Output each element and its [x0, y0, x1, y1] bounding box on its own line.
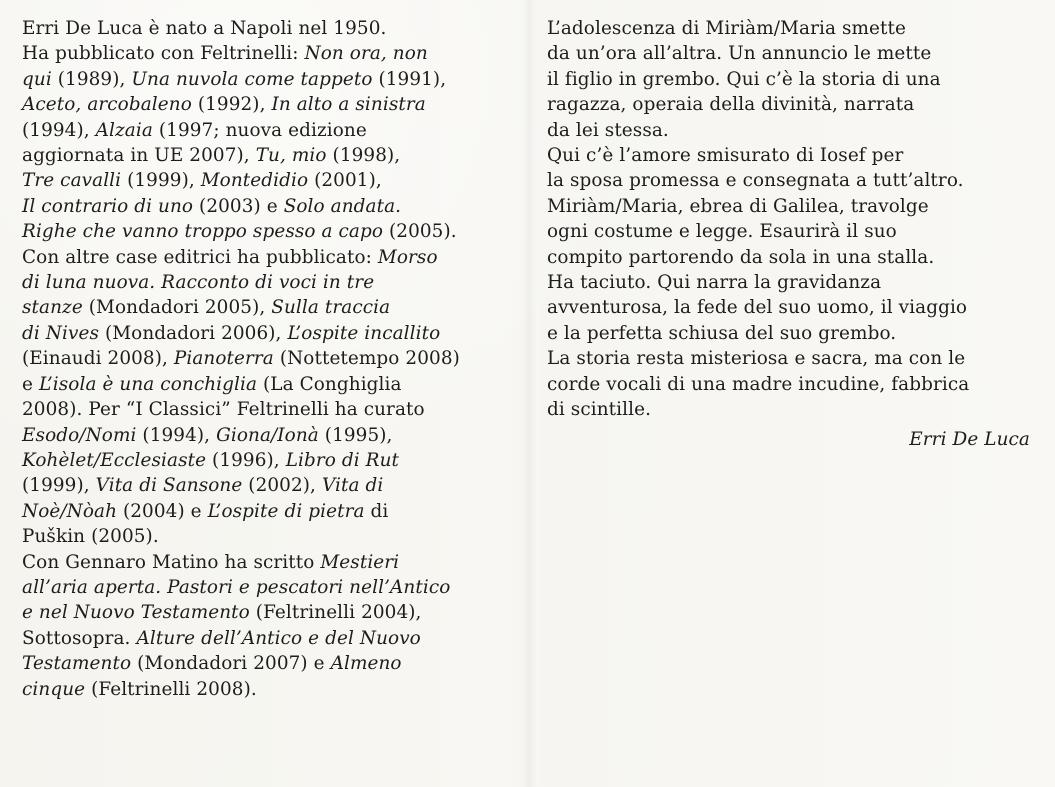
body-text: Miriàm/Maria, ebrea di Galilea, travolge [547, 195, 929, 217]
body-text: Qui c’è l’amore smisurato di Iosef per [547, 145, 904, 167]
italic-title-text: Pianoterra [173, 348, 274, 370]
italic-title-text: Vita di Sansone [95, 475, 243, 497]
italic-title-text: Una nuvola come tappeto [131, 68, 373, 90]
body-text: 2008). Per “I Classici” Feltrinelli ha curato [22, 399, 425, 421]
body-text: (La Conghiglia [257, 373, 402, 395]
bio-line [22, 194, 516, 219]
body-text: Erri De Luca è nato a Napoli nel 1950. [22, 18, 387, 39]
body-text: (Feltrinelli 2004), [249, 602, 422, 624]
bio-line [22, 143, 516, 168]
italic-title-text: Vita di [321, 475, 384, 497]
body-text: La storia resta misteriosa e sacra, ma con le [547, 348, 966, 370]
italic-title-text: Montedidio [200, 170, 309, 192]
body-text: L’adolescenza di Miriàm/Maria smette [547, 18, 906, 39]
body-text: aggiornata in UE 2007), [22, 145, 256, 167]
bio-line [22, 626, 516, 651]
body-text: la sposa promessa e consegnata a tutt’altro. [547, 170, 964, 192]
book-synopsis-column [547, 16, 1042, 452]
bio-line [22, 118, 516, 143]
synopsis-line [547, 194, 1042, 219]
body-text: corde vocali di una madre incudine, fabbrica [547, 373, 970, 395]
bio-line [22, 346, 516, 371]
synopsis-line [547, 168, 1042, 193]
italic-title-text: Righe che vanno troppo spesso a capo [22, 221, 384, 243]
body-text: (2003) e [193, 195, 284, 217]
bio-line [22, 41, 516, 66]
body-text: (1999), [22, 475, 96, 497]
italic-title-text: L’ospite incallito [287, 322, 441, 344]
italic-title-text: In alto a sinistra [271, 94, 426, 116]
italic-title-text: Solo andata. [283, 195, 402, 217]
italic-title-text: Kohèlet/Ecclesiaste [22, 449, 207, 471]
body-text: (2001), [308, 170, 382, 192]
synopsis-text [547, 16, 1042, 423]
italic-title-text: Esodo/Nomi [22, 424, 137, 446]
italic-title-text: all’aria aperta. Pastori e pescatori nell’Antico [22, 576, 451, 598]
bio-line [22, 67, 516, 92]
body-text: (1989), [51, 68, 132, 90]
italic-title-text: Alture dell’Antico e del Nuovo [136, 627, 421, 649]
synopsis-line [547, 397, 1042, 422]
synopsis-line [547, 321, 1042, 346]
bio-line [22, 219, 516, 244]
bio-line [22, 397, 516, 422]
italic-title-text: di Nives [22, 322, 99, 344]
italic-title-text: cinque [22, 678, 86, 700]
body-text: (Mondadori 2005), [82, 297, 272, 319]
italic-title-text: Non ora, non [304, 43, 428, 65]
column-gutter [522, 0, 536, 787]
italic-title-text: di luna nuova. Racconto di voci in tre [22, 272, 375, 294]
body-text: di [364, 500, 389, 522]
synopsis-line [547, 219, 1042, 244]
bio-line [22, 575, 516, 600]
bio-line [22, 677, 516, 702]
body-text: (1994), [136, 424, 217, 446]
italic-title-text: L’ospite di pietra [207, 500, 365, 522]
bio-line [22, 448, 516, 473]
body-text: (Nottetempo 2008) [273, 348, 460, 370]
italic-title-text: Tu, mio [255, 145, 327, 167]
author-bio-column [22, 16, 516, 702]
body-text: (1997; nuova edizione [152, 119, 367, 141]
italic-title-text: Aceto, arcobaleno [22, 94, 192, 116]
italic-title-text: Testamento [22, 653, 132, 675]
synopsis-line [547, 372, 1042, 397]
body-text: (1995), [318, 424, 393, 446]
italic-title-text: Sulla traccia [271, 297, 391, 319]
body-text: Sottosopra. [22, 627, 137, 649]
body-text: (1996), [206, 449, 286, 471]
italic-title-text: e nel Nuovo Testamento [22, 602, 250, 624]
bio-line [22, 423, 516, 448]
body-text: di scintille. [547, 399, 652, 421]
body-text: ogni costume e legge. Esaurirà il suo [547, 221, 897, 243]
bio-line [22, 295, 516, 320]
italic-title-text: stanze [22, 297, 83, 319]
body-text: avventurosa, la fede del suo uomo, il viaggio [547, 297, 968, 319]
body-text: (Mondadori 2006), [99, 322, 288, 344]
body-text: Ha pubblicato con Feltrinelli: [22, 43, 305, 65]
synopsis-line [547, 118, 1042, 143]
body-text: (1994), [22, 119, 96, 141]
synopsis-line [547, 143, 1042, 168]
italic-title-text: Il contrario di uno [22, 195, 194, 217]
synopsis-line [547, 270, 1042, 295]
synopsis-line [547, 16, 1042, 41]
body-text: da lei stessa. [547, 119, 669, 141]
bio-line [22, 550, 516, 575]
bio-line [22, 321, 516, 346]
body-text: il figlio in grembo. Qui c’è la storia di una [547, 68, 941, 90]
bio-line [22, 372, 516, 397]
italic-title-text: qui [22, 68, 52, 90]
synopsis-line [547, 346, 1042, 371]
body-text: (2005). [383, 221, 457, 243]
bio-line [22, 245, 516, 270]
body-text: (Feltrinelli 2008). [85, 678, 257, 700]
synopsis-line [547, 67, 1042, 92]
synopsis-line [547, 295, 1042, 320]
bio-line [22, 16, 516, 41]
author-signature: Erri De Luca [909, 428, 1030, 450]
body-text: compito partorendo da sola in una stalla. [547, 246, 935, 268]
body-text: (Mondadori 2007) e [131, 653, 331, 675]
bio-line [22, 473, 516, 498]
body-text: Puškin (2005). [22, 526, 159, 548]
body-text: ragazza, operaia della divinità, narrata [547, 94, 915, 116]
synopsis-line [547, 92, 1042, 117]
italic-title-text: Libro di Rut [285, 449, 400, 471]
body-text: (1991), [372, 68, 447, 90]
body-text: (2004) e [117, 500, 208, 522]
body-text: (1999), [121, 170, 201, 192]
body-text: Con Gennaro Matino ha scritto [22, 551, 321, 573]
body-text: da un’ora all’altra. Un annuncio le mette [547, 43, 932, 65]
bio-line [22, 168, 516, 193]
italic-title-text: L’isola è una conchiglia [38, 373, 258, 395]
italic-title-text: Almeno [330, 653, 402, 675]
body-text: (Einaudi 2008), [22, 348, 174, 370]
italic-title-text: Giona/Ionà [216, 424, 319, 446]
body-text: (2002), [242, 475, 322, 497]
bio-line [22, 499, 516, 524]
bio-line [22, 524, 516, 549]
synopsis-line [547, 41, 1042, 66]
bio-line [22, 270, 516, 295]
synopsis-line [547, 245, 1042, 270]
body-text: Con altre case editrici ha pubblicato: [22, 246, 378, 268]
italic-title-text: Mestieri [320, 551, 400, 573]
body-text: Ha taciuto. Qui narra la gravidanza [547, 272, 882, 294]
bio-line [22, 92, 516, 117]
body-text: (1992), [191, 94, 272, 116]
body-text: e [22, 373, 39, 395]
bio-line [22, 651, 516, 676]
body-text: e la perfetta schiusa del suo grembo. [547, 322, 897, 344]
italic-title-text: Noè/Nòah [22, 500, 118, 522]
bio-line [22, 600, 516, 625]
italic-title-text: Tre cavalli [22, 170, 122, 192]
body-text: (1998), [326, 145, 401, 167]
italic-title-text: Alzaia [95, 119, 153, 141]
italic-title-text: Morso [377, 246, 438, 268]
